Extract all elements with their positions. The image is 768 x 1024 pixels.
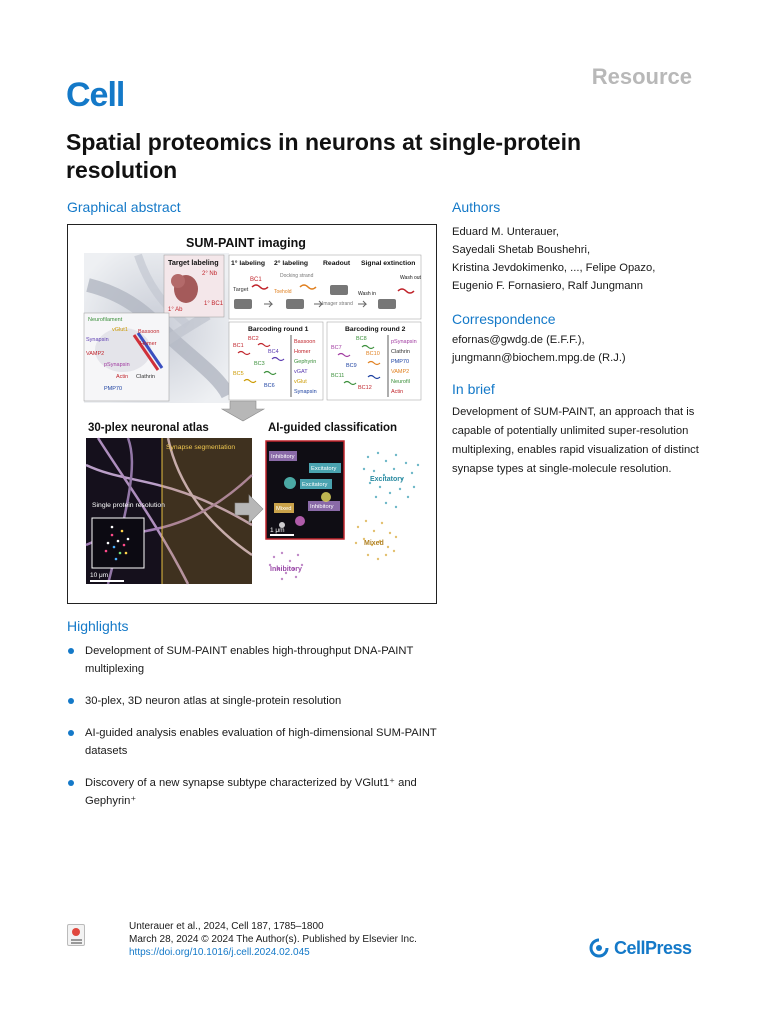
in-brief-heading: In brief [452, 381, 495, 397]
down-arrow-icon [222, 401, 264, 421]
round-1-protein: Bassoon [294, 339, 316, 345]
cellpress-icon [588, 937, 610, 959]
bc1-label: BC1 [250, 277, 262, 283]
label-1ab: 1° Ab [168, 307, 183, 313]
highlight-item [67, 692, 447, 710]
round-2-protein: Actin [391, 389, 404, 395]
wash-in-label: Wash in [358, 291, 376, 297]
round-1-title: Barcoding round 1 [248, 326, 309, 333]
round-1-code: BC3 [254, 361, 265, 367]
neuron-label: Actin [116, 374, 129, 380]
email-link[interactable]: efornas@gwdg.de (E.F.F.), [452, 334, 585, 346]
class-label: Excitatory [311, 466, 337, 472]
highlight-item [67, 774, 447, 810]
citation-line: Unterauer et al., 2024, Cell 187, 1785–1800 [129, 921, 324, 932]
neuron-label: PMP70 [104, 386, 123, 392]
step-label: 1° labeling [231, 260, 266, 267]
highlight-text: Discovery of a new synapse subtype characterized by VGlut1⁺ and Gephyrin⁺ [85, 777, 417, 807]
class-label: Mixed [276, 506, 292, 512]
journal-logo: Cell [66, 76, 125, 114]
atlas-title: 30-plex neuronal atlas [88, 422, 209, 434]
authors-list [452, 223, 722, 295]
step-label: Signal extinction [361, 260, 416, 267]
highlights-heading: Highlights [67, 618, 129, 634]
neuron-label: pSynapsin [104, 362, 130, 368]
graphical-abstract-heading: Graphical abstract [67, 199, 181, 215]
highlight-item [67, 724, 447, 760]
round-1-protein: vGlut [294, 379, 307, 385]
single-protein-label: Single protein resolution [92, 502, 165, 509]
correspondence-list [452, 331, 722, 367]
round-1-protein: Gephyrin [294, 359, 317, 365]
round-2-protein: Neurofil [391, 379, 410, 385]
step-label: Readout [323, 260, 351, 267]
scale-bar-1um: 1 μm [270, 527, 285, 534]
neuron-label: VAMP2 [86, 351, 105, 357]
synapse-segmentation-label: Synapse segmentation [166, 444, 236, 451]
authors-heading: Authors [452, 199, 501, 215]
round-2-title: Barcoding round 2 [345, 326, 406, 333]
highlight-text: 30-plex, 3D neuron atlas at single-protein resolution [85, 695, 342, 707]
label-1bc1: 1° BC1 [204, 301, 224, 307]
protein-cluster [171, 274, 185, 288]
round-2-protein: pSynapsin [391, 339, 417, 345]
scale-bar-10um: 10 μm [90, 572, 109, 579]
author-line: Eduard M. Unterauer, [452, 226, 559, 238]
round-2-protein: PMP70 [391, 359, 410, 365]
cellpress-logo [588, 937, 692, 959]
wash-out-label: Wash out [400, 275, 421, 281]
target-label: Target [233, 287, 249, 293]
correspondence-heading: Correspondence [452, 311, 556, 327]
round-1-protein: Homer [294, 349, 311, 355]
neuron-label: Synapsin [86, 337, 109, 343]
neuron-label: vGlut1 [112, 327, 128, 333]
highlights-list [67, 642, 447, 824]
cluster-inhibitory-label: Inhibitory [270, 566, 302, 573]
neuron-label: Neurofilament [88, 317, 123, 323]
class-label: Inhibitory [310, 504, 334, 510]
label-2nb: 2° Nb [202, 271, 218, 277]
citation-line: March 28, 2024 © 2024 The Author(s). Published by Elsevier Inc. [129, 934, 417, 945]
ai-title: AI-guided classification [268, 422, 398, 434]
round-1-protein: Synapsin [294, 389, 317, 395]
neuron-label: Homer [140, 341, 157, 347]
target-labeling-label: Target labeling [168, 258, 219, 267]
round-1-code: BC1 [233, 343, 244, 349]
neuron-label: Clathrin [136, 374, 155, 380]
in-brief-text: Development of SUM-PAINT, an approach that is capable of potentially unlimited super-resolution multiplexing, enables rapid visualization of distinct synapse types at single-molecule resolution. [452, 406, 699, 475]
sum-paint-title: SUM-PAINT imaging [186, 236, 306, 250]
bullet-icon [68, 730, 74, 736]
bullet-icon [68, 698, 74, 704]
round-2-code: BC12 [358, 385, 372, 391]
round-2-protein: Clathrin [391, 349, 410, 355]
round-1-code: BC6 [264, 383, 275, 389]
email-link[interactable]: jungmann@biochem.mpg.de (R.J.) [452, 352, 626, 364]
class-label: Excitatory [302, 482, 328, 488]
round-2-code: BC9 [346, 363, 357, 369]
neuron-label: Bassoon [138, 329, 160, 335]
cluster-excitatory-label: Excitatory [370, 476, 404, 483]
cellpress-text: CellPress [614, 937, 692, 958]
graphical-abstract [67, 224, 437, 604]
round-1-code: BC5 [233, 371, 244, 377]
imager-strand-label: Imager strand [322, 301, 353, 307]
docking-strand-label: Docking strand [280, 273, 314, 279]
step-label: 2° labeling [274, 260, 309, 267]
round-1-code: BC2 [248, 336, 259, 342]
round-1-code: BC4 [268, 349, 279, 355]
round-2-code: BC8 [356, 336, 367, 342]
single-protein-inset [92, 518, 144, 568]
article-type: Resource [591, 64, 692, 89]
highlight-text: AI-guided analysis enables evaluation of high-dimensional SUM-PAINT datasets [85, 727, 437, 757]
highlight-text: Development of SUM-PAINT enables high-throughput DNA-PAINT multiplexing [85, 645, 414, 675]
check-for-updates-icon[interactable] [67, 924, 85, 946]
highlight-item [67, 642, 447, 678]
author-line: Sayedali Shetab Boushehri, [452, 244, 591, 256]
citation [129, 920, 417, 959]
bullet-icon [68, 648, 74, 654]
round-1-protein: vGAT [294, 369, 308, 375]
bullet-icon [68, 780, 74, 786]
round-2-code: BC11 [331, 373, 345, 379]
round-2-code: BC7 [331, 345, 342, 351]
doi-link[interactable]: https://doi.org/10.1016/j.cell.2024.02.045 [129, 947, 310, 958]
article-title: Spatial proteomics in neurons at single-protein resolution [66, 129, 582, 183]
class-label: Inhibitory [271, 454, 295, 460]
cluster-mixed-label: Mixed [364, 540, 384, 547]
round-2-protein: VAMP2 [391, 369, 410, 375]
toehold-label: Toehold [274, 289, 292, 295]
author-line: Kristina Jevdokimenko, ..., Felipe Opazo, [452, 262, 656, 274]
round-2-code: BC10 [366, 351, 380, 357]
author-line: Eugenio F. Fornasiero, Ralf Jungmann [452, 280, 643, 292]
